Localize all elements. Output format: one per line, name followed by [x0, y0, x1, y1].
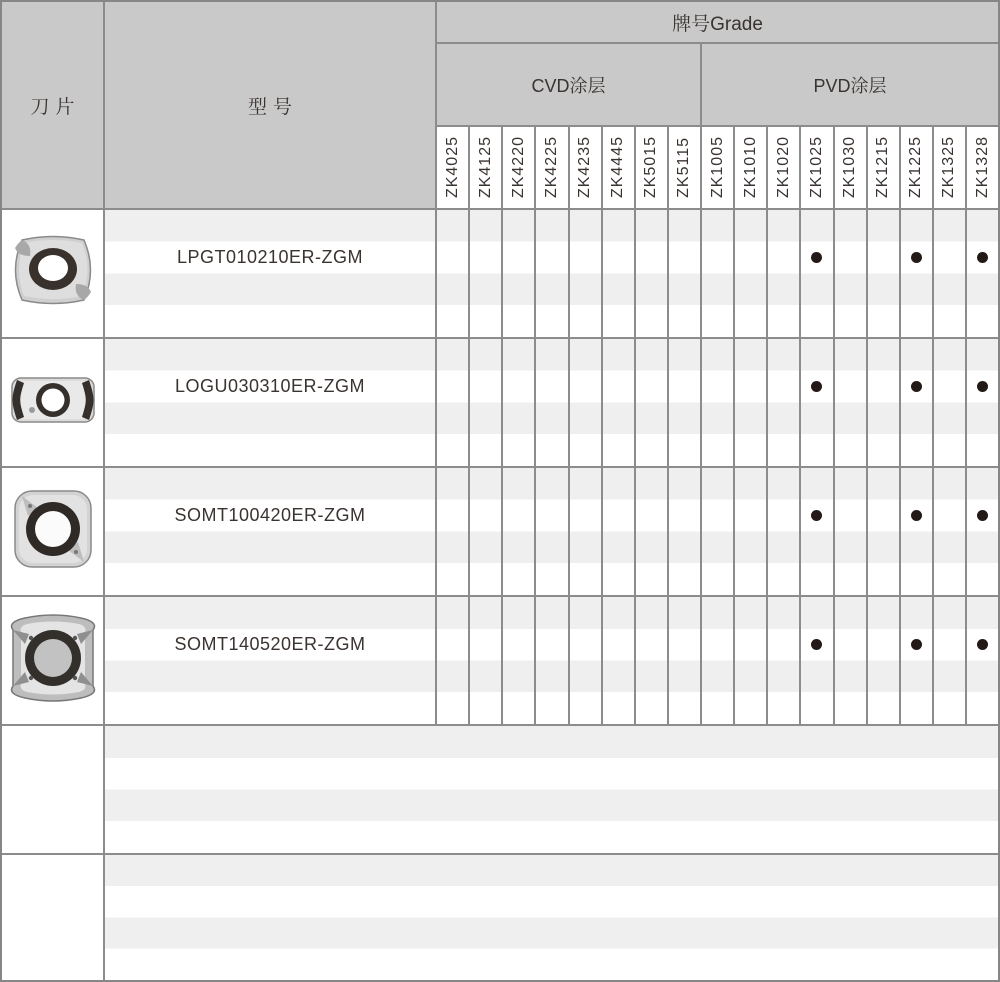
grade-cell-ZK1325	[934, 597, 967, 724]
grade-cell-ZK4235	[570, 339, 603, 466]
grade-cell-ZK1215	[868, 468, 901, 595]
availability-dot	[911, 639, 922, 650]
grade-column-label: ZK1225	[907, 136, 925, 199]
grade-column-label: ZK1328	[973, 136, 991, 199]
grade-column-header	[702, 127, 735, 208]
model-cell	[105, 597, 437, 724]
grade-column-label: ZK1025	[807, 136, 825, 199]
dot-band	[801, 500, 832, 532]
table-body	[2, 210, 998, 980]
grade-column-header	[967, 127, 998, 208]
availability-dot	[811, 510, 822, 521]
grade-column-label: ZK1325	[940, 136, 958, 199]
grade-cell-ZK4225	[536, 597, 569, 724]
grade-cell-ZK5015	[636, 468, 669, 595]
grade-cell-ZK4445	[603, 339, 636, 466]
model-column-header: 型号	[105, 2, 437, 208]
grade-cell-ZK1005	[702, 210, 735, 337]
grade-column-header	[603, 127, 636, 208]
grade-cell-ZK1020	[768, 339, 801, 466]
grade-cell-ZK1020	[768, 210, 801, 337]
grade-column-label: ZK1020	[774, 136, 792, 199]
availability-dot	[911, 252, 922, 263]
grade-cell-ZK1030	[835, 597, 868, 724]
dot-band	[801, 371, 832, 403]
table-header	[2, 2, 998, 210]
grade-column-header	[470, 127, 503, 208]
model-band	[105, 371, 435, 403]
grade-cell-ZK1005	[702, 468, 735, 595]
somt-small-insert-photo	[8, 484, 98, 579]
pvd-coating-header: PVD涂层	[702, 44, 998, 125]
model-label: SOMT100420ER-ZGM	[174, 505, 366, 526]
grade-cell-ZK4225	[536, 210, 569, 337]
grade-cell-ZK1030	[835, 339, 868, 466]
grade-cell-ZK4220	[503, 210, 536, 337]
blade-column-header: 刀片	[2, 2, 105, 208]
grade-column-label: ZK4025	[443, 136, 461, 199]
table-row	[2, 597, 998, 726]
grade-column-header	[570, 127, 603, 208]
blade-image-cell	[2, 855, 105, 980]
grade-cell-ZK1025	[801, 597, 834, 724]
grade-code-header-row	[437, 127, 998, 208]
grade-cell-ZK4025	[437, 210, 470, 337]
model-label: LOGU030310ER-ZGM	[174, 376, 366, 397]
grade-cell-ZK1225	[901, 339, 934, 466]
dot-band	[967, 500, 998, 532]
grade-cell-ZK1328	[967, 468, 998, 595]
grade-column-label: ZK1215	[874, 136, 892, 199]
grade-cell-ZK1215	[868, 597, 901, 724]
grade-cell-ZK4235	[570, 597, 603, 724]
grade-cell-ZK4445	[603, 210, 636, 337]
model-cell	[105, 468, 437, 595]
cvd-coating-header: CVD涂层	[437, 44, 702, 125]
grade-cell-ZK5015	[636, 210, 669, 337]
grade-cell-ZK1010	[735, 210, 768, 337]
grade-column-header	[868, 127, 901, 208]
grade-column-header	[934, 127, 967, 208]
grade-cell-ZK4025	[437, 339, 470, 466]
grade-column-label: ZK4225	[542, 136, 560, 199]
grade-cell-ZK4445	[603, 468, 636, 595]
grade-cell-ZK1025	[801, 339, 834, 466]
empty-merged-cell	[105, 855, 998, 980]
grade-cell-ZK4445	[603, 597, 636, 724]
availability-dot	[811, 252, 822, 263]
grade-cell-ZK1225	[901, 597, 934, 724]
grade-cell-ZK1215	[868, 339, 901, 466]
blade-image-cell	[2, 726, 105, 853]
grade-cell-ZK1020	[768, 597, 801, 724]
model-cell	[105, 210, 437, 337]
grade-cell-ZK4125	[470, 339, 503, 466]
grade-cell-ZK5015	[636, 597, 669, 724]
grade-header-block	[437, 2, 998, 208]
grade-column-header	[503, 127, 536, 208]
grade-column-label: ZK4220	[509, 136, 527, 199]
grade-cell-ZK1025	[801, 468, 834, 595]
model-band	[105, 500, 435, 532]
dot-band	[967, 629, 998, 661]
model-band	[105, 629, 435, 661]
dot-band	[901, 500, 932, 532]
dot-band	[967, 242, 998, 274]
grade-cell-ZK1010	[735, 468, 768, 595]
grade-column-label: ZK5015	[642, 136, 660, 199]
grade-column-header	[669, 127, 702, 208]
grade-cell-ZK1005	[702, 339, 735, 466]
grade-cell-ZK1328	[967, 339, 998, 466]
grade-cell-ZK1325	[934, 468, 967, 595]
grade-group-header: 牌号Grade	[437, 2, 998, 44]
grade-cell-ZK5115	[669, 597, 702, 724]
grade-cell-ZK1005	[702, 597, 735, 724]
dot-band	[901, 242, 932, 274]
grade-cell-ZK5015	[636, 339, 669, 466]
availability-dot	[977, 639, 988, 650]
empty-table-row	[2, 726, 998, 855]
grade-cell-ZK5115	[669, 210, 702, 337]
grade-column-header	[901, 127, 934, 208]
grade-cell-ZK4235	[570, 468, 603, 595]
grade-cell-ZK4025	[437, 597, 470, 724]
grade-column-header	[636, 127, 669, 208]
grade-cell-ZK1010	[735, 339, 768, 466]
grade-column-label: ZK1005	[708, 136, 726, 199]
grade-column-header	[536, 127, 569, 208]
model-band	[105, 242, 435, 274]
grade-cell-ZK4025	[437, 468, 470, 595]
dot-band	[967, 371, 998, 403]
availability-dot	[977, 510, 988, 521]
availability-dot	[811, 381, 822, 392]
grade-column-header	[835, 127, 868, 208]
grade-column-header	[768, 127, 801, 208]
grade-cell-ZK1030	[835, 210, 868, 337]
grade-column-label: ZK4125	[476, 136, 494, 199]
grade-cell-ZK4125	[470, 468, 503, 595]
blade-image-cell	[2, 597, 105, 724]
grade-cell-ZK4220	[503, 597, 536, 724]
grade-column-label: ZK4445	[609, 136, 627, 199]
availability-dot	[811, 639, 822, 650]
grade-cell-ZK4225	[536, 339, 569, 466]
dot-band	[901, 629, 932, 661]
grade-cell-ZK4220	[503, 468, 536, 595]
grade-column-header	[801, 127, 834, 208]
somt-large-insert-photo	[7, 612, 99, 709]
blade-image-cell	[2, 468, 105, 595]
grade-cell-ZK4125	[470, 597, 503, 724]
coating-header-row	[437, 44, 998, 127]
grade-cell-ZK1225	[901, 210, 934, 337]
grade-column-label: ZK4235	[576, 136, 594, 199]
grade-cell-ZK5115	[669, 339, 702, 466]
grade-column-label: ZK1010	[741, 136, 759, 199]
logu-insert-photo	[7, 369, 99, 436]
grade-cell-ZK1030	[835, 468, 868, 595]
dot-band	[801, 242, 832, 274]
empty-table-row	[2, 855, 998, 980]
grade-column-label: ZK1030	[841, 136, 859, 199]
availability-dot	[977, 381, 988, 392]
lpgt-insert-photo	[6, 230, 100, 317]
grade-cell-ZK1325	[934, 339, 967, 466]
grade-column-header	[735, 127, 768, 208]
grade-cell-ZK1010	[735, 597, 768, 724]
grade-cell-ZK1328	[967, 597, 998, 724]
table-row	[2, 210, 998, 339]
dot-band	[901, 371, 932, 403]
availability-dot	[977, 252, 988, 263]
model-cell	[105, 339, 437, 466]
dot-band	[801, 629, 832, 661]
grade-cell-ZK1325	[934, 210, 967, 337]
grade-cell-ZK1025	[801, 210, 834, 337]
availability-dot	[911, 381, 922, 392]
grade-cell-ZK1225	[901, 468, 934, 595]
empty-merged-cell	[105, 726, 998, 853]
blade-image-cell	[2, 210, 105, 337]
grade-cell-ZK4225	[536, 468, 569, 595]
grade-cell-ZK5115	[669, 468, 702, 595]
model-label: LPGT010210ER-ZGM	[176, 247, 364, 268]
model-label: SOMT140520ER-ZGM	[174, 634, 366, 655]
blade-image-cell	[2, 339, 105, 466]
grade-column-label: ZK5115	[675, 137, 693, 198]
grade-cell-ZK1215	[868, 210, 901, 337]
grade-cell-ZK1328	[967, 210, 998, 337]
table-row	[2, 468, 998, 597]
table-row	[2, 339, 998, 468]
availability-dot	[911, 510, 922, 521]
grade-cell-ZK4220	[503, 339, 536, 466]
grade-cell-ZK1020	[768, 468, 801, 595]
grade-cell-ZK4235	[570, 210, 603, 337]
grade-cell-ZK4125	[470, 210, 503, 337]
grade-column-header	[437, 127, 470, 208]
